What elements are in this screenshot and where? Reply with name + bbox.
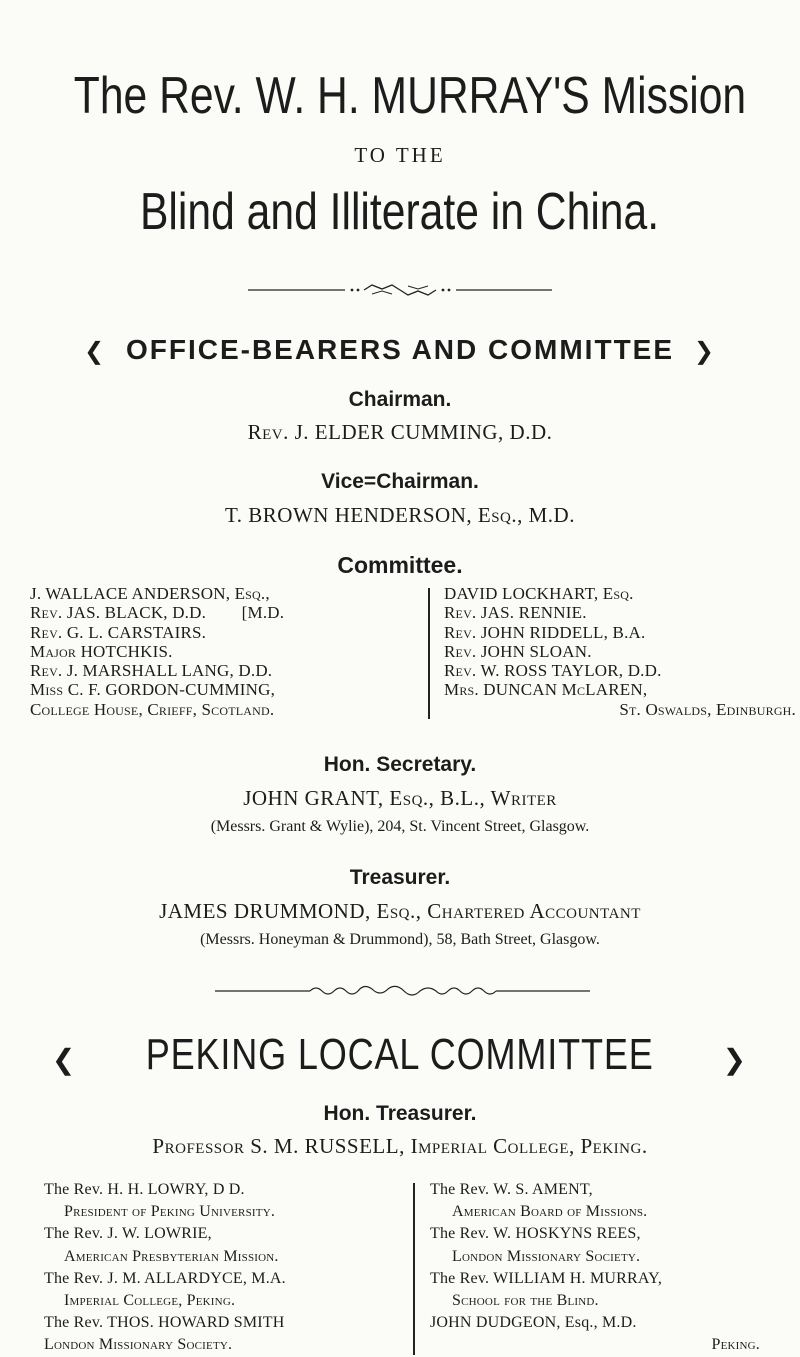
treasurer-name: JAMES DRUMMOND, Esq., Chartered Accountant bbox=[159, 899, 641, 923]
peking-affiliation: President of Peking University. bbox=[64, 1203, 276, 1221]
peking-heading bbox=[0, 1030, 800, 1080]
ornamental-divider bbox=[0, 983, 800, 999]
committee-member: Rev. JAS. RENNIE. bbox=[444, 603, 587, 623]
peking-affiliation: Imperial College, Peking. bbox=[64, 1292, 236, 1310]
main-title-text: The Rev. W. H. MURRAY'S Mission bbox=[73, 67, 747, 125]
peking-affiliation: London Missionary Society. bbox=[452, 1247, 641, 1265]
peking-member: The Rev. WILLIAM H. MURRAY, bbox=[430, 1269, 663, 1287]
committee-member: Rev. JOHN SLOAN. bbox=[444, 641, 592, 661]
subtitle bbox=[0, 182, 800, 243]
peking-treasurer-name: Professor S. M. RUSSELL, Imperial College, Peking. bbox=[152, 1134, 648, 1158]
chairman-label: Chairman. bbox=[348, 388, 452, 411]
vice-chairman-label: Vice=Chairman. bbox=[321, 470, 479, 493]
peking-affiliation: Peking. bbox=[711, 1336, 760, 1354]
peking-left-column bbox=[44, 1179, 286, 1357]
peking-member: The Rev. J. M. ALLARDYCE, M.A. bbox=[44, 1269, 286, 1287]
left-arrow-icon: ❮ bbox=[51, 1044, 78, 1075]
committee-label: Committee. bbox=[337, 552, 463, 578]
peking-member: The Rev. THOS. HOWARD SMITH bbox=[44, 1314, 285, 1332]
peking-member: The Rev. W. S. AMENT, bbox=[430, 1181, 593, 1198]
committee-member: Rev. JAS. BLACK, D.D. [M.D. bbox=[30, 603, 285, 623]
secretary-label: Hon. Secretary. bbox=[323, 753, 477, 776]
peking-affiliation: London Missionary Society. bbox=[44, 1336, 233, 1354]
office-bearers-heading bbox=[0, 334, 800, 366]
committee-member: Rev. JOHN RIDDELL, B.A. bbox=[444, 622, 646, 642]
secretary-address: (Messrs. Grant & Wylie), 204, St. Vincent Street, Glasgow. bbox=[210, 818, 590, 835]
left-arrow-icon: ❮ bbox=[84, 338, 107, 365]
committee-left-column bbox=[30, 584, 284, 719]
main-title bbox=[0, 66, 800, 127]
peking-treasurer-label: Hon. Treasurer. bbox=[323, 1102, 477, 1125]
peking-member: The Rev. J. W. LOWRIE, bbox=[44, 1225, 212, 1243]
committee-member: J. WALLACE ANDERSON, Esq., bbox=[30, 584, 270, 603]
committee-address: College House, Crieff, Scotland. bbox=[30, 699, 275, 719]
vice-chairman-name: T. BROWN HENDERSON, Esq., M.D. bbox=[225, 503, 575, 527]
peking-member: JOHN DUDGEON, Esq., M.D. bbox=[430, 1314, 637, 1332]
treasurer-address: (Messrs. Honeyman & Drummond), 58, Bath Street, Glasgow. bbox=[200, 931, 600, 948]
peking-affiliation: School for the Blind. bbox=[452, 1292, 599, 1310]
title-connector: TO THE bbox=[354, 143, 446, 167]
peking-affiliation: American Presbyterian Mission. bbox=[64, 1247, 279, 1265]
right-arrow-icon: ❯ bbox=[693, 338, 716, 365]
peking-right-column bbox=[430, 1179, 760, 1357]
peking-affiliation: American Board of Missions. bbox=[452, 1203, 648, 1221]
peking-heading-text: PEKING LOCAL COMMITTEE bbox=[146, 1030, 654, 1079]
peking-member: The Rev. W. HOSKYNS REES, bbox=[430, 1225, 641, 1243]
secretary-name: JOHN GRANT, Esq., B.L., Writer bbox=[243, 786, 557, 810]
committee-member: Miss C. F. GORDON-CUMMING, bbox=[30, 680, 276, 700]
column-divider bbox=[413, 1183, 415, 1355]
peking-member: The Rev. H. H. LOWRY, D D. bbox=[44, 1181, 245, 1198]
committee-member: Major HOTCHKIS. bbox=[30, 641, 173, 661]
right-arrow-icon: ❯ bbox=[722, 1044, 749, 1075]
column-divider bbox=[428, 588, 430, 719]
committee-right-column bbox=[444, 584, 796, 719]
chairman-name: Rev. J. ELDER CUMMING, D.D. bbox=[247, 420, 553, 444]
committee-member: Mrs. DUNCAN McLAREN, bbox=[444, 680, 648, 700]
office-bearers-heading-text: OFFICE-BEARERS AND COMMITTEE bbox=[125, 334, 675, 365]
committee-member: DAVID LOCKHART, Esq. bbox=[444, 584, 634, 603]
committee-member: Rev. W. ROSS TAYLOR, D.D. bbox=[444, 661, 662, 681]
treasurer-label: Treasurer. bbox=[349, 866, 451, 889]
committee-member: Rev. G. L. CARSTAIRS. bbox=[30, 622, 207, 642]
subtitle-text: Blind and Illiterate in China. bbox=[140, 183, 660, 241]
committee-address: St. Oswalds, Edinburgh. bbox=[619, 699, 796, 719]
committee-member: Rev. J. MARSHALL LANG, D.D. bbox=[30, 661, 273, 681]
ornamental-divider bbox=[0, 283, 800, 297]
